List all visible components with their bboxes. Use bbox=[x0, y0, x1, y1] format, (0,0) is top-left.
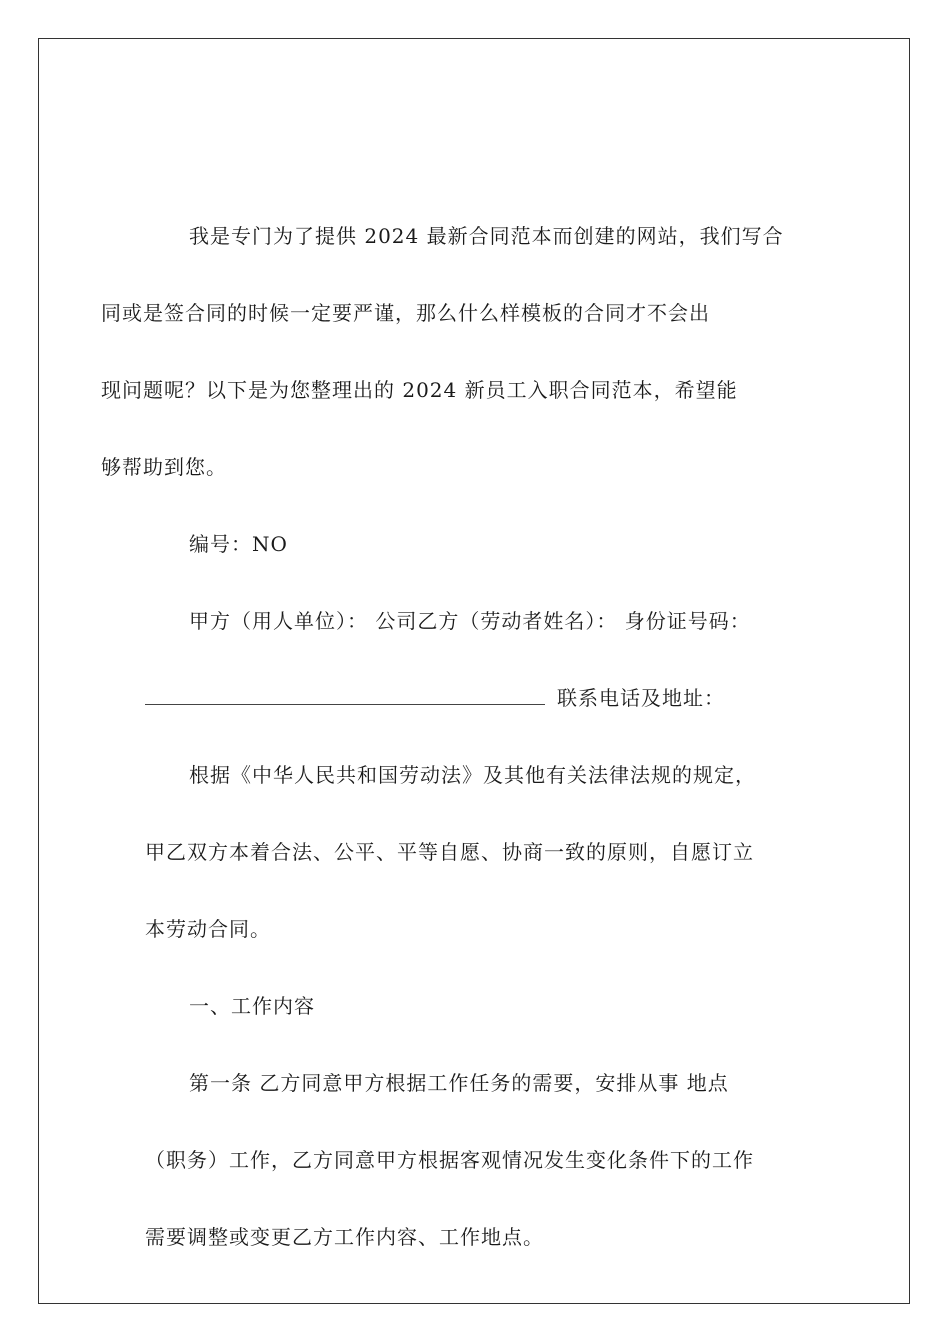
intro-line-3: 现问题呢？以下是为您整理出的 2024 新员工入职合同范本，希望能 bbox=[101, 378, 738, 402]
article-line-1: 第一条 乙方同意甲方根据工作任务的需要，安排从事 地点 bbox=[189, 1071, 729, 1095]
contact-label: 联系电话及地址： bbox=[557, 686, 725, 710]
intro-line-4: 够帮助到您。 bbox=[101, 455, 227, 479]
basis-line-2: 甲乙双方本着合法、公平、平等自愿、协商一致的原则，自愿订立 bbox=[145, 840, 754, 864]
article-line-2: （职务）工作，乙方同意甲方根据客观情况发生变化条件下的工作 bbox=[145, 1148, 754, 1172]
document-body bbox=[101, 198, 805, 1276]
basis-line-3: 本劳动合同。 bbox=[145, 917, 271, 941]
contract-number bbox=[145, 506, 805, 583]
article-line-3: 需要调整或变更乙方工作内容、工作地点。 bbox=[145, 1225, 544, 1249]
contract-number-text: 编号：NO bbox=[189, 532, 288, 556]
parties-paragraph bbox=[145, 583, 805, 737]
basis-line-1: 根据《中华人民共和国劳动法》及其他有关法律法规的规定， bbox=[189, 763, 756, 787]
contact-line bbox=[101, 660, 805, 737]
section-title: 一、工作内容 bbox=[189, 994, 315, 1018]
id-number-blank bbox=[145, 686, 545, 705]
section-heading bbox=[145, 968, 805, 1045]
intro-line-1: 我是专门为了提供 2024 最新合同范本而创建的网站，我们写合 bbox=[189, 224, 784, 248]
intro-paragraph bbox=[101, 198, 805, 506]
article-paragraph bbox=[145, 1045, 805, 1276]
parties-line: 甲方（用人单位）： 公司乙方（劳动者姓名）： 身份证号码： bbox=[189, 609, 751, 633]
basis-paragraph bbox=[145, 737, 805, 968]
intro-line-2: 同或是签合同的时候一定要严谨，那么什么样模板的合同才不会出 bbox=[101, 301, 710, 325]
